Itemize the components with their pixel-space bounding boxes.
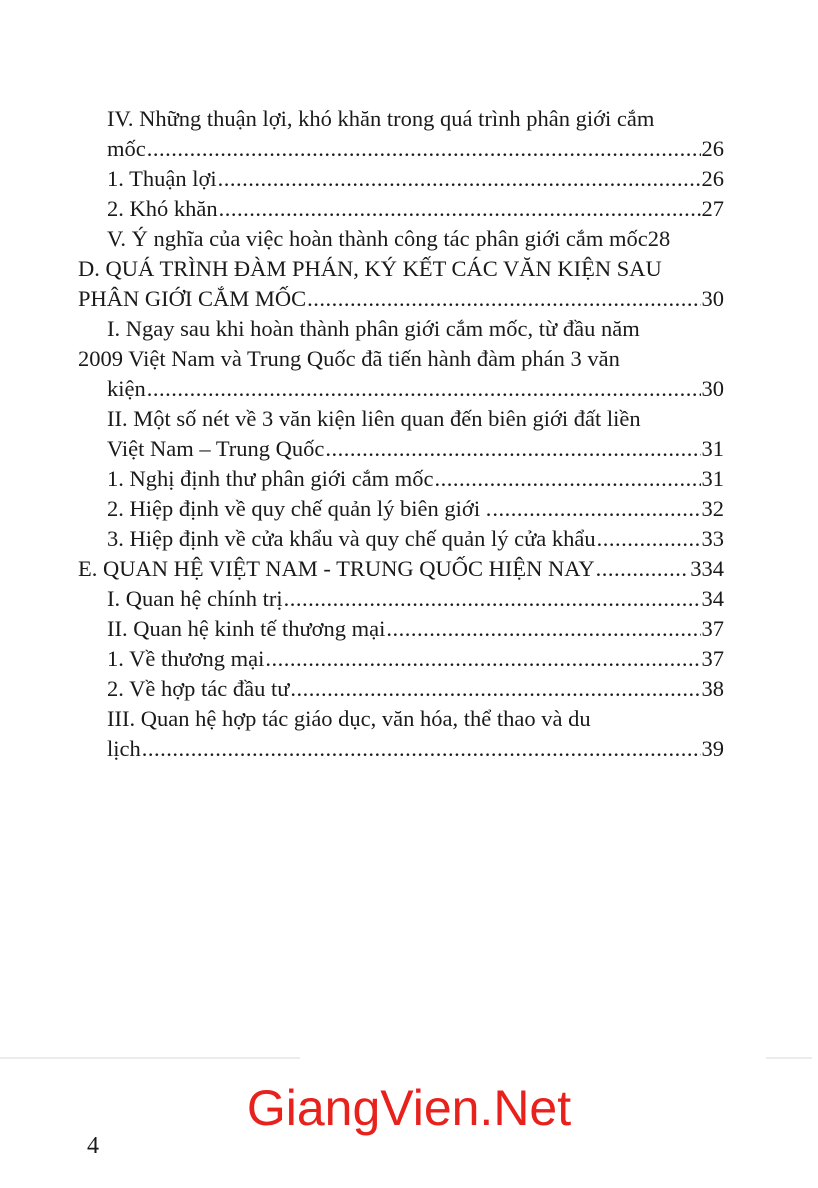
toc-page-number: 26 — [701, 166, 724, 191]
scan-artifact — [766, 1057, 812, 1059]
toc-page-number: 334 — [690, 556, 724, 581]
toc-entry-text: 2. Hiệp định về quy chế quản lý biên giới . — [107, 496, 492, 521]
dot-leader — [142, 734, 701, 764]
dot-leader — [597, 524, 701, 554]
dot-leader — [218, 164, 701, 194]
toc-entry-text — [78, 254, 724, 284]
dot-leader — [219, 194, 701, 224]
toc-entry-line: III. Quan hệ hợp tác giáo dục, văn hóa, thể thao và du — [107, 706, 591, 731]
toc-page-number: 37 — [701, 646, 724, 671]
dot-leader — [435, 464, 701, 494]
toc-page-number: 34 — [701, 586, 724, 611]
toc-entry-line: D. QUÁ TRÌNH ĐÀM PHÁN, KÝ KẾT CÁC VĂN KIỆN SAU — [78, 256, 662, 281]
toc-entry-text: II. Quan hệ kinh tế thương mại — [107, 616, 386, 641]
toc-entry[interactable] — [78, 554, 724, 584]
toc-entry-text: Việt Nam – Trung Quốc — [107, 436, 325, 461]
toc-entry-lastline[interactable] — [107, 374, 724, 404]
dot-leader — [307, 284, 700, 314]
toc-entry-text: I. Quan hệ chính trị — [107, 586, 283, 611]
toc-page-number: 33 — [701, 526, 724, 551]
dot-leader — [147, 374, 701, 404]
dot-leader — [596, 554, 690, 584]
toc-entry-lastline[interactable] — [78, 284, 724, 314]
toc-entry-text: kiện — [107, 376, 146, 401]
toc-entry[interactable] — [107, 164, 724, 194]
toc-entry-text: 2. Khó khăn — [107, 196, 218, 221]
toc-page-number: 31 — [701, 436, 724, 461]
toc-entry[interactable] — [107, 104, 707, 134]
toc-entry-text: 1. Về thương mại — [107, 646, 265, 671]
toc-entry[interactable] — [107, 404, 692, 434]
toc-page-number: 39 — [701, 736, 724, 761]
dot-leader — [147, 134, 701, 164]
toc-page-number: 27 — [701, 196, 724, 221]
dot-leader — [492, 494, 700, 524]
toc-page-number: 31 — [701, 466, 724, 491]
toc-page-number: 38 — [701, 676, 724, 701]
toc-page-number: 30 — [701, 376, 724, 401]
toc-entry-text: mốc — [107, 136, 146, 161]
toc-entry[interactable] — [107, 494, 724, 524]
toc-entry-line: 2009 Việt Nam và Trung Quốc đã tiến hành đàm phán 3 văn — [78, 346, 620, 371]
toc-entry-text — [107, 104, 707, 134]
toc-entry-text: PHÂN GIỚI CẮM MỐC — [78, 286, 307, 311]
toc-entry-line: I. Ngay sau khi hoàn thành phân giới cắm mốc, từ đầu năm — [107, 316, 640, 341]
toc-entry[interactable] — [107, 644, 724, 674]
toc-entry[interactable] — [107, 224, 724, 254]
toc-entry[interactable] — [78, 344, 724, 374]
dot-leader — [386, 614, 700, 644]
toc-entry[interactable] — [107, 314, 692, 344]
toc-entry-lastline[interactable] — [107, 734, 724, 764]
scan-artifact — [0, 1057, 300, 1059]
toc-page-number: 26 — [701, 136, 724, 161]
toc-page-number: 37 — [701, 616, 724, 641]
toc-entry-text: E. QUAN HỆ VIỆT NAM - TRUNG QUỐC HIỆN NAY — [78, 556, 595, 581]
toc-entry[interactable] — [107, 704, 692, 734]
page-number: 4 — [87, 1133, 99, 1159]
toc-entry-text: 1. Thuận lợi — [107, 166, 217, 191]
toc-entry-text: 2. Về hợp tác đầu tư — [107, 676, 290, 701]
toc-entry[interactable] — [107, 194, 724, 224]
toc-entry[interactable] — [107, 674, 724, 704]
toc-entry[interactable] — [78, 254, 724, 284]
toc-entry[interactable] — [107, 464, 724, 494]
toc-page-number: 30 — [701, 286, 724, 311]
toc-entry[interactable] — [107, 584, 724, 614]
toc-entry-text: V. Ý nghĩa của việc hoàn thành công tác phân giới cắm mốc28 — [107, 226, 671, 251]
dot-leader — [290, 674, 700, 704]
toc-entry-text: 3. Hiệp định về cửa khẩu và quy chế quản lý cửa khẩu — [107, 526, 596, 551]
toc-entry[interactable] — [107, 614, 724, 644]
toc-entry-lastline[interactable] — [107, 134, 724, 164]
watermark: GiangVien.Net — [246, 1080, 572, 1136]
toc-entry-text: 1. Nghị định thư phân giới cắm mốc — [107, 466, 434, 491]
toc-entry[interactable] — [107, 524, 724, 554]
toc-entry-lastline[interactable] — [107, 434, 724, 464]
toc-entry-line: IV. Những thuận lợi, khó khăn trong quá trình phân giới cắm — [107, 106, 655, 131]
toc-page-number: 32 — [701, 496, 724, 521]
toc-entry-line: II. Một số nét về 3 văn kiện liên quan đến biên giới đất liền — [107, 406, 641, 431]
dot-leader — [265, 644, 700, 674]
dot-leader — [284, 584, 701, 614]
toc-entry-text: lịch — [107, 736, 141, 761]
dot-leader — [325, 434, 700, 464]
